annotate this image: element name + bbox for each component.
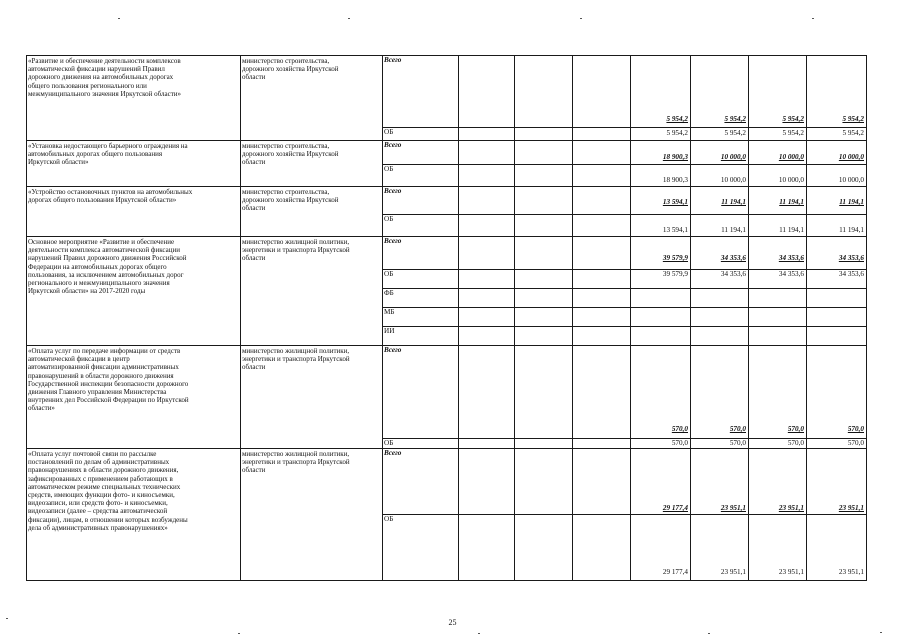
amount-value: 11 194,1	[721, 226, 746, 234]
amount-value: 29 177,4	[662, 504, 688, 512]
amount-value: 10 000,0	[720, 176, 746, 184]
amount-value: 5 954,2	[666, 115, 688, 123]
funding-source-label: Всего	[384, 346, 402, 354]
amount-value: 11 194,1	[721, 198, 746, 206]
table-column-line	[26, 55, 27, 581]
table-subrow-line	[382, 127, 867, 128]
amount-value: 5 954,2	[666, 129, 688, 137]
amount-value: 5 954,2	[782, 129, 804, 137]
amount-value: 39 579,9	[662, 270, 688, 278]
amount-value: 11 194,1	[779, 226, 804, 234]
scan-speck	[708, 633, 710, 634]
table-subrow-line	[382, 164, 867, 165]
scan-speck	[238, 633, 240, 634]
measure-name: «Оплата услуг почтовой связи по рассылке постановлений по делам об административных правонарушениях в области дорожного движения, зафиксированных с применением работающих в автоматическом режиме специальных технических средств, имеющих функции фото- и киносъемки, видеозаписи, или средств фото- и киносъемки, видеозаписи (далее – средства автоматической фиксации), лицам, в отношении которых возбуждены дела об административных правонарушениях»	[28, 450, 188, 532]
amount-value: 11 194,1	[839, 198, 864, 206]
amount-value: 5 954,2	[724, 129, 746, 137]
amount-value: 570,0	[671, 439, 688, 447]
table-row-line	[26, 236, 867, 237]
amount-value: 34 353,6	[778, 270, 804, 278]
scan-speck	[6, 618, 8, 619]
funding-source-label: ОБ	[384, 515, 394, 523]
table-subrow-line	[382, 288, 867, 289]
amount-value: 5 954,2	[782, 115, 804, 123]
scan-speck	[880, 632, 882, 633]
amount-value: 570,0	[671, 425, 688, 433]
amount-value: 13 594,1	[662, 198, 688, 206]
funding-source-label: ОБ	[384, 270, 394, 278]
table-column-line	[572, 55, 573, 581]
funding-source-label: Всего	[384, 141, 402, 149]
table-row-line	[26, 580, 867, 581]
funding-source-label: Всего	[384, 449, 402, 457]
table-row-line	[26, 55, 867, 56]
measure-name: Основное мероприятие «Развитие и обеспечение деятельности комплекса автоматической фиксации нарушений Правил дорожного движения Российской Федерации на автомобильных дорогах общего пользования, за исключением автомобильных дорог регионального и межмуниципального значения Иркутской области» на 2017-2020 годы	[28, 238, 187, 296]
amount-value: 34 353,6	[720, 254, 746, 262]
amount-value: 13 594,1	[662, 226, 688, 234]
scan-speck	[348, 18, 350, 19]
amount-value: 23 951,1	[838, 504, 864, 512]
amount-value: 570,0	[787, 425, 804, 433]
table-row-line	[26, 140, 867, 141]
amount-value: 570,0	[729, 425, 746, 433]
table-subrow-line	[382, 326, 867, 327]
amount-value: 570,0	[787, 439, 804, 447]
amount-value: 5 954,2	[724, 115, 746, 123]
table-column-line	[866, 55, 867, 581]
amount-value: 11 194,1	[839, 226, 864, 234]
measure-name: «Устройство остановочных пунктов на автомобильных дорогах общего пользования Иркутской области»	[28, 188, 193, 205]
scan-speck	[118, 18, 120, 19]
amount-value: 10 000,0	[778, 176, 804, 184]
amount-value: 23 951,1	[778, 568, 804, 576]
responsible-executor: министерство строительства, дорожного хозяйства Иркутской области	[242, 57, 339, 82]
amount-value: 29 177,4	[662, 568, 688, 576]
amount-value: 570,0	[847, 425, 864, 433]
table-row-line	[26, 448, 867, 449]
table-row-line	[26, 186, 867, 187]
funding-source-label: ОБ	[384, 215, 394, 223]
measure-name: «Оплата услуг по передаче информации от средств автоматической фиксации в центр автоматизированной фиксации административных правонарушений в области дорожного движения Государственной инспекции безопасности дорожного движения Главного управления Министерства внутренних дел Российской Федерации по Иркутской области»	[28, 347, 189, 413]
responsible-executor: министерство жилищной политики, энергетики и транспорта Иркутской области	[242, 450, 350, 475]
table-column-line	[240, 55, 241, 581]
amount-value: 18 900,3	[662, 176, 688, 184]
amount-value: 570,0	[847, 439, 864, 447]
table-column-line	[382, 55, 383, 581]
funding-source-label: Всего	[384, 237, 402, 245]
amount-value: 23 951,1	[720, 504, 746, 512]
table-subrow-line	[382, 214, 867, 215]
funding-source-label: МБ	[384, 308, 395, 316]
amount-value: 570,0	[729, 439, 746, 447]
funding-source-label: ОБ	[384, 128, 394, 136]
page-number: 25	[448, 618, 457, 627]
amount-value: 34 353,6	[720, 270, 746, 278]
amount-value: 5 954,2	[842, 129, 864, 137]
responsible-executor: министерство жилищной политики, энергетики и транспорта Иркутской области	[242, 347, 350, 372]
amount-value: 18 900,3	[662, 153, 688, 161]
funding-source-label: ОБ	[384, 165, 394, 173]
measure-name: «Установка недостающего барьерного ограждения на автомобильных дорогах общего пользования Иркутской области»	[28, 142, 188, 167]
table-subrow-line	[382, 514, 867, 515]
measure-name: «Развитие и обеспечение деятельности комплексов автоматической фиксации нарушений Правил дорожного движения на автомобильных дорогах общего пользования регионального или межмуниципального значения Иркутской области»	[28, 57, 182, 98]
funding-source-label: ФБ	[384, 289, 394, 297]
amount-value: 23 951,1	[838, 568, 864, 576]
amount-value: 10 000,0	[778, 153, 804, 161]
table-subrow-line	[382, 307, 867, 308]
amount-value: 10 000,0	[720, 153, 746, 161]
funding-source-label: Всего	[384, 56, 402, 64]
amount-value: 10 000,0	[838, 153, 864, 161]
scan-speck	[478, 633, 480, 634]
scan-speck	[580, 18, 582, 19]
amount-value: 23 951,1	[778, 504, 804, 512]
amount-value: 5 954,2	[842, 115, 864, 123]
scan-speck	[812, 18, 814, 19]
funding-source-label: ИИ	[384, 327, 395, 335]
funding-source-label: ОБ	[384, 439, 394, 447]
amount-value: 11 194,1	[779, 198, 804, 206]
amount-value: 34 353,6	[838, 254, 864, 262]
amount-value: 23 951,1	[720, 568, 746, 576]
amount-value: 39 579,9	[662, 254, 688, 262]
responsible-executor: министерство строительства, дорожного хозяйства Иркутской области	[242, 142, 339, 167]
table-column-line	[458, 55, 459, 581]
table-column-line	[514, 55, 515, 581]
amount-value: 34 353,6	[838, 270, 864, 278]
amount-value: 10 000,0	[838, 176, 864, 184]
funding-source-label: Всего	[384, 187, 402, 195]
responsible-executor: министерство строительства, дорожного хозяйства Иркутской области	[242, 188, 339, 213]
table-row-line	[26, 345, 867, 346]
responsible-executor: министерство жилищной политики, энергетики и транспорта Иркутской области	[242, 238, 350, 263]
amount-value: 34 353,6	[778, 254, 804, 262]
